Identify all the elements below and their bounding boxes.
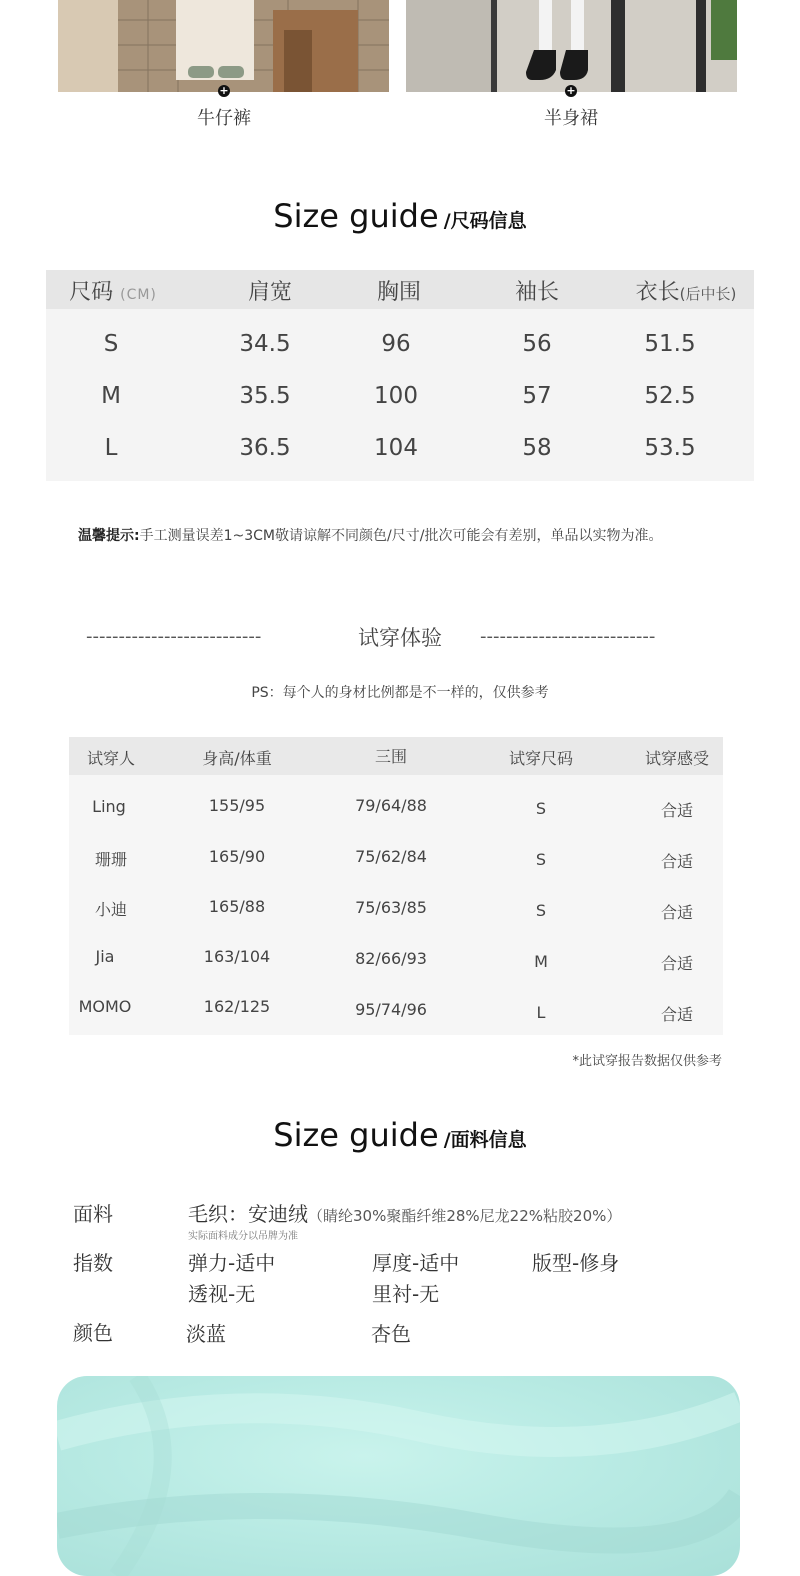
divider-right: --------------------------- (480, 626, 656, 647)
skirt-caption: 半身裙 (544, 108, 598, 129)
header-size-label: 尺码 (69, 280, 114, 305)
material-detail: （睛纶30%聚酯纤维28%尼龙22%粘胶20%） (308, 1207, 622, 1225)
tester-cell: 小迪 (94, 900, 127, 919)
height-weight-cell: 155/95 (208, 796, 266, 815)
tester-cell: Jia (95, 947, 115, 966)
size-guide-subtitle: /尺码信息 (443, 210, 527, 232)
elasticity-value: 弹力-适中 (188, 1251, 276, 1275)
measurements-cell: 95/74/96 (355, 1000, 427, 1019)
sleeve-cell: 56 (522, 331, 552, 357)
unit-label: (CM) (120, 287, 157, 303)
notice-label: 温馨提示: (78, 528, 140, 544)
trial-size-cell: S (535, 850, 547, 869)
size-cell: S (103, 331, 119, 357)
add-icon[interactable]: + (566, 84, 576, 97)
fabric-guide-title: Size guide (273, 1116, 439, 1154)
header-measurements: 三围 (374, 747, 407, 766)
divider-left: --------------------------- (86, 626, 262, 647)
color-label: 颜色 (73, 1321, 113, 1345)
header-length (616, 275, 756, 306)
measurements-cell: 75/62/84 (355, 847, 427, 866)
header-feeling: 试穿感受 (644, 749, 709, 768)
measurement-notice (78, 525, 662, 545)
add-icon[interactable]: + (219, 84, 229, 97)
header-size (46, 275, 180, 306)
fit-value: 版型-修身 (532, 1251, 620, 1275)
shoulder-cell: 36.5 (239, 435, 291, 461)
height-weight-cell: 165/90 (208, 847, 266, 866)
notice-text: 手工测量误差1~3CM敬请谅解不同颜色/尺寸/批次可能会有差别，单品以实物为准。 (139, 528, 663, 544)
color-option-apricot[interactable]: 杏色 (371, 1322, 411, 1346)
size-guide-heading (0, 197, 800, 235)
trial-size-cell: S (535, 799, 547, 818)
trial-size-cell: S (535, 901, 547, 920)
length-cell: 52.5 (644, 383, 696, 409)
chest-cell: 96 (381, 331, 411, 357)
fabric-guide-subtitle: /面料信息 (443, 1129, 527, 1151)
swatch-texture (57, 1376, 740, 1576)
header-trial-size: 试穿尺码 (508, 749, 573, 768)
feeling-cell: 合适 (660, 801, 693, 820)
header-chest: 胸围 (376, 280, 421, 305)
tester-cell: MOMO (78, 997, 132, 1016)
sleeve-cell: 58 (522, 435, 552, 461)
material-name: 毛织：安迪绒 (188, 1202, 308, 1226)
feeling-cell: 合适 (660, 903, 693, 922)
measurements-cell: 79/64/88 (355, 796, 427, 815)
chest-cell: 100 (374, 383, 418, 409)
thickness-value: 厚度-适中 (372, 1251, 460, 1275)
height-weight-cell: 162/125 (203, 997, 271, 1016)
color-option-light-blue[interactable]: 淡蓝 (186, 1322, 226, 1346)
size-guide-title: Size guide (273, 197, 439, 235)
sleeve-cell: 57 (522, 383, 552, 409)
header-tester: 试穿人 (86, 749, 135, 768)
fabric-swatch-image (57, 1376, 740, 1576)
size-table (46, 270, 754, 481)
trial-size-cell: M (534, 952, 548, 971)
trial-table-header (69, 737, 723, 775)
shoulder-cell: 35.5 (239, 383, 291, 409)
height-weight-cell: 165/88 (208, 897, 266, 916)
chest-cell: 104 (374, 435, 418, 461)
length-note: (后中长) (679, 285, 737, 303)
trial-ps-note: PS：每个人的身材比例都是不一样的，仅供参考 (251, 685, 549, 701)
skirt-product-photo[interactable] (406, 0, 737, 92)
jeans-product-photo[interactable] (58, 0, 389, 92)
feeling-cell: 合适 (660, 1005, 693, 1024)
transparency-value: 透视-无 (188, 1282, 256, 1306)
shoulder-cell: 34.5 (239, 331, 291, 357)
material-value (188, 1198, 621, 1227)
trial-report-note: *此试穿报告数据仅供参考 (572, 1054, 722, 1069)
skirt-photo-image (406, 0, 737, 92)
trial-size-cell: L (536, 1003, 546, 1022)
size-cell: M (101, 383, 121, 409)
header-shoulder: 肩宽 (247, 280, 292, 305)
measurements-cell: 75/63/85 (355, 898, 427, 917)
jeans-caption: 牛仔裤 (197, 108, 251, 129)
trial-table (69, 737, 723, 1035)
measurements-cell: 82/66/93 (355, 949, 427, 968)
header-length-label: 衣长 (635, 280, 680, 305)
trial-title: 试穿体验 (358, 626, 442, 650)
length-cell: 51.5 (644, 331, 696, 357)
material-label: 面料 (73, 1202, 113, 1226)
tester-cell: Ling (92, 797, 126, 816)
size-table-header (46, 270, 754, 309)
size-cell: L (104, 435, 118, 461)
header-height-weight: 身高/体重 (202, 749, 272, 768)
index-label: 指数 (73, 1251, 113, 1275)
feeling-cell: 合适 (660, 954, 693, 973)
jeans-photo-image (58, 0, 389, 92)
feeling-cell: 合适 (660, 852, 693, 871)
length-cell: 53.5 (644, 435, 696, 461)
tester-cell: 珊珊 (94, 850, 127, 869)
height-weight-cell: 163/104 (203, 947, 271, 966)
lining-value: 里衬-无 (372, 1282, 440, 1306)
header-sleeve: 袖长 (514, 280, 559, 305)
fabric-guide-heading (0, 1116, 800, 1154)
material-note: 实际面料成分以吊牌为准 (188, 1231, 298, 1242)
